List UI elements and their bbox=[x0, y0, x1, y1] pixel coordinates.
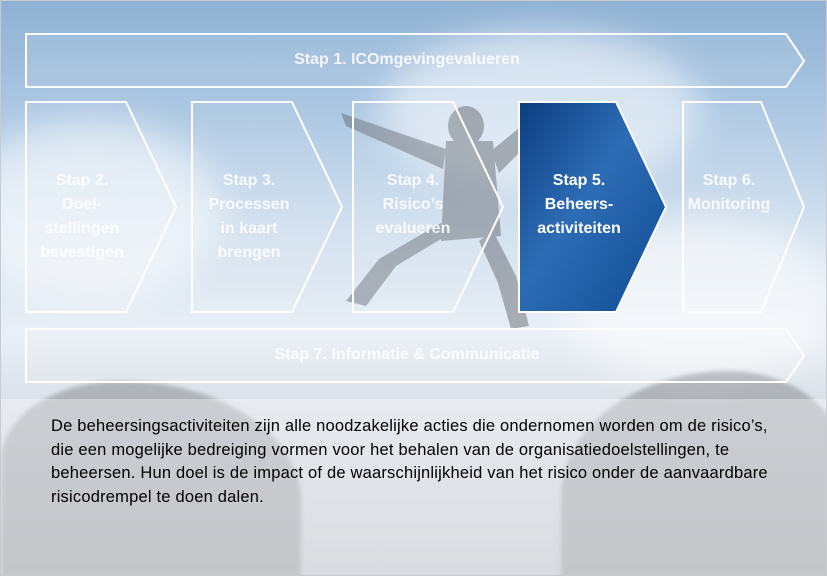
step-6-label: Stap 6. Monitoring bbox=[687, 172, 771, 213]
step-5-label: Stap 5. Beheers- activiteiten bbox=[537, 172, 621, 237]
step-3-label: Stap 3. Processen in kaart brengen bbox=[208, 172, 290, 261]
description-text: De beheersingsactiviteiten zijn alle noodzakelijke acties die ondernomen worden om de risico’s, die een mogelijke bedreiging vormen voor het behalen van de organisatiedoelstellingen, te beheersen. Hun doel is de impact of de waarschijnlijkheid van het risico onder de aanvaardbare risicodrempel te doen dalen. bbox=[51, 417, 768, 506]
step-2-label: Stap 2. Doel- stellingen bevestigen bbox=[40, 172, 124, 261]
step-4-label: Stap 4. Risico’s evalueren bbox=[375, 172, 451, 237]
step-7-label: Stap 7. Informatie & Communicatie bbox=[274, 346, 540, 363]
step-1-label: Stap 1. ICOmgevingevalueren bbox=[294, 51, 520, 68]
